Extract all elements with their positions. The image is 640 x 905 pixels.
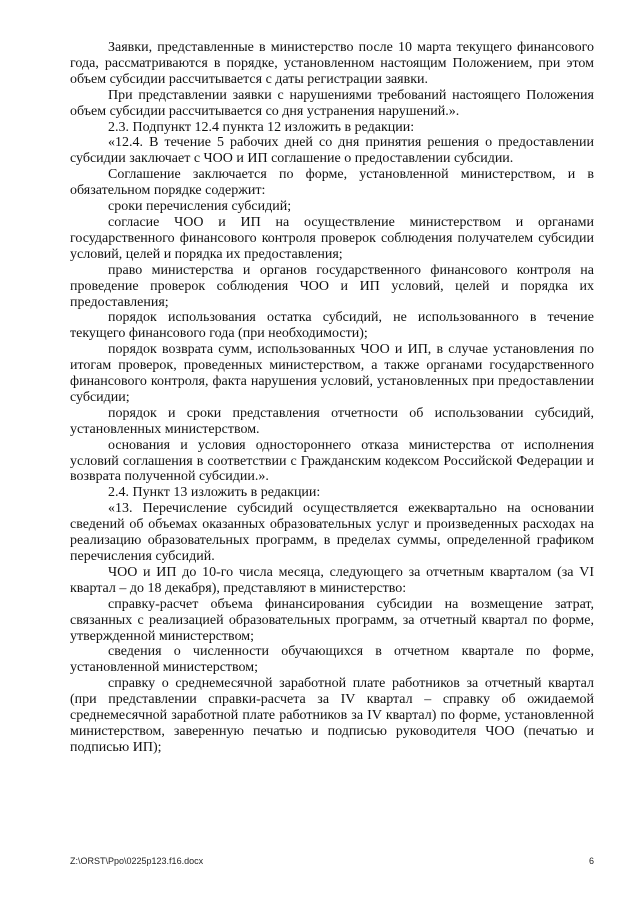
paragraph: 2.3. Подпункт 12.4 пункта 12 изложить в редакции: [108,119,415,135]
paragraph: справку-расчет объема финансирования субсидии на возмещение затрат, связанных с реализацией образовательных программ, за отчетный квартал по форме, утвержденной министерством; [70,596,594,644]
document-body [70,40,594,756]
paragraph: «12.4. В течение 5 рабочих дней со дня принятия решения о предоставлении субсидии заключает с ЧОО и ИП соглашение о предоставлении субсидии. [70,135,594,167]
paragraph: сроки перечисления субсидий; [108,199,292,215]
paragraph: 2.4. Пункт 13 изложить в редакции: [108,485,321,501]
paragraph: право министерства и органов государственного финансового контроля на проведение проверок соблюдения ЧОО и ИП условий, целей и порядка их предоставления; [70,262,594,310]
paragraph: справку о среднемесячной заработной плате работников за отчетный квартал (при представлении справки-расчета за IV квартал – справку об ожидаемой среднемесячной заработной плате работников за IV квартал) по форме, установленной министерством, заверенную печатью и подписью руководителя ЧОО (печатью и подписью ИП); [70,676,594,755]
paragraph: порядок возврата сумм, использованных ЧОО и ИП, в случае установления по итогам проверок, проведенных министерством, а также органами государственного финансового контроля, факта нарушения условий, установленных при предоставлении субсидии; [70,342,594,405]
paragraph: «13. Перечисление субсидий осуществляется ежеквартально на основании сведений об объемах оказанных образовательных услуг и произведенных расходах на реализацию образовательных программ, в пределах суммы, определенной графиком перечисления субсидий. [70,501,594,564]
paragraph: Заявки, представленные в министерство после 10 марта текущего финансового года, рассматриваются в порядке, установленном настоящим Положением, при этом объем субсидии рассчитывается с даты регистрации заявки. [70,40,594,87]
paragraph: Соглашение заключается по форме, установленной министерством, и в обязательном порядке содержит: [70,167,594,199]
page-number: 6 [588,856,594,866]
paragraph: порядок и сроки представления отчетности об использовании субсидий, установленных министерством. [70,405,594,437]
paragraph: основания и условия одностороннего отказа министерства от исполнения условий соглашения в соответствии с Гражданским кодексом Российской Федерации и возврата полученной субсидии.». [70,437,594,485]
paragraph: При представлении заявки с нарушениями требований настоящего Положения объем субсидии рассчитывается со дня устранения нарушений.». [70,87,594,119]
paragraph: согласие ЧОО и ИП на осуществление министерством и органами государственного финансового контроля проверок соблюдения получателем субсидии условий, целей и порядка их предоставления; [70,214,594,262]
paragraph: сведения о численности обучающихся в отчетном квартале по форме, установленной министерством; [70,644,594,676]
paragraph: порядок использования остатка субсидий, не использованного в течение текущего финансового года (при необходимости); [70,310,594,342]
file-path: Z:\ORST\Ppo\0225p123.f16.docx [70,856,204,866]
paragraph: ЧОО и ИП до 10-го числа месяца, следующего за отчетным кварталом (за VI квартал – до 18 декабря), представляют в министерство: [70,564,594,596]
